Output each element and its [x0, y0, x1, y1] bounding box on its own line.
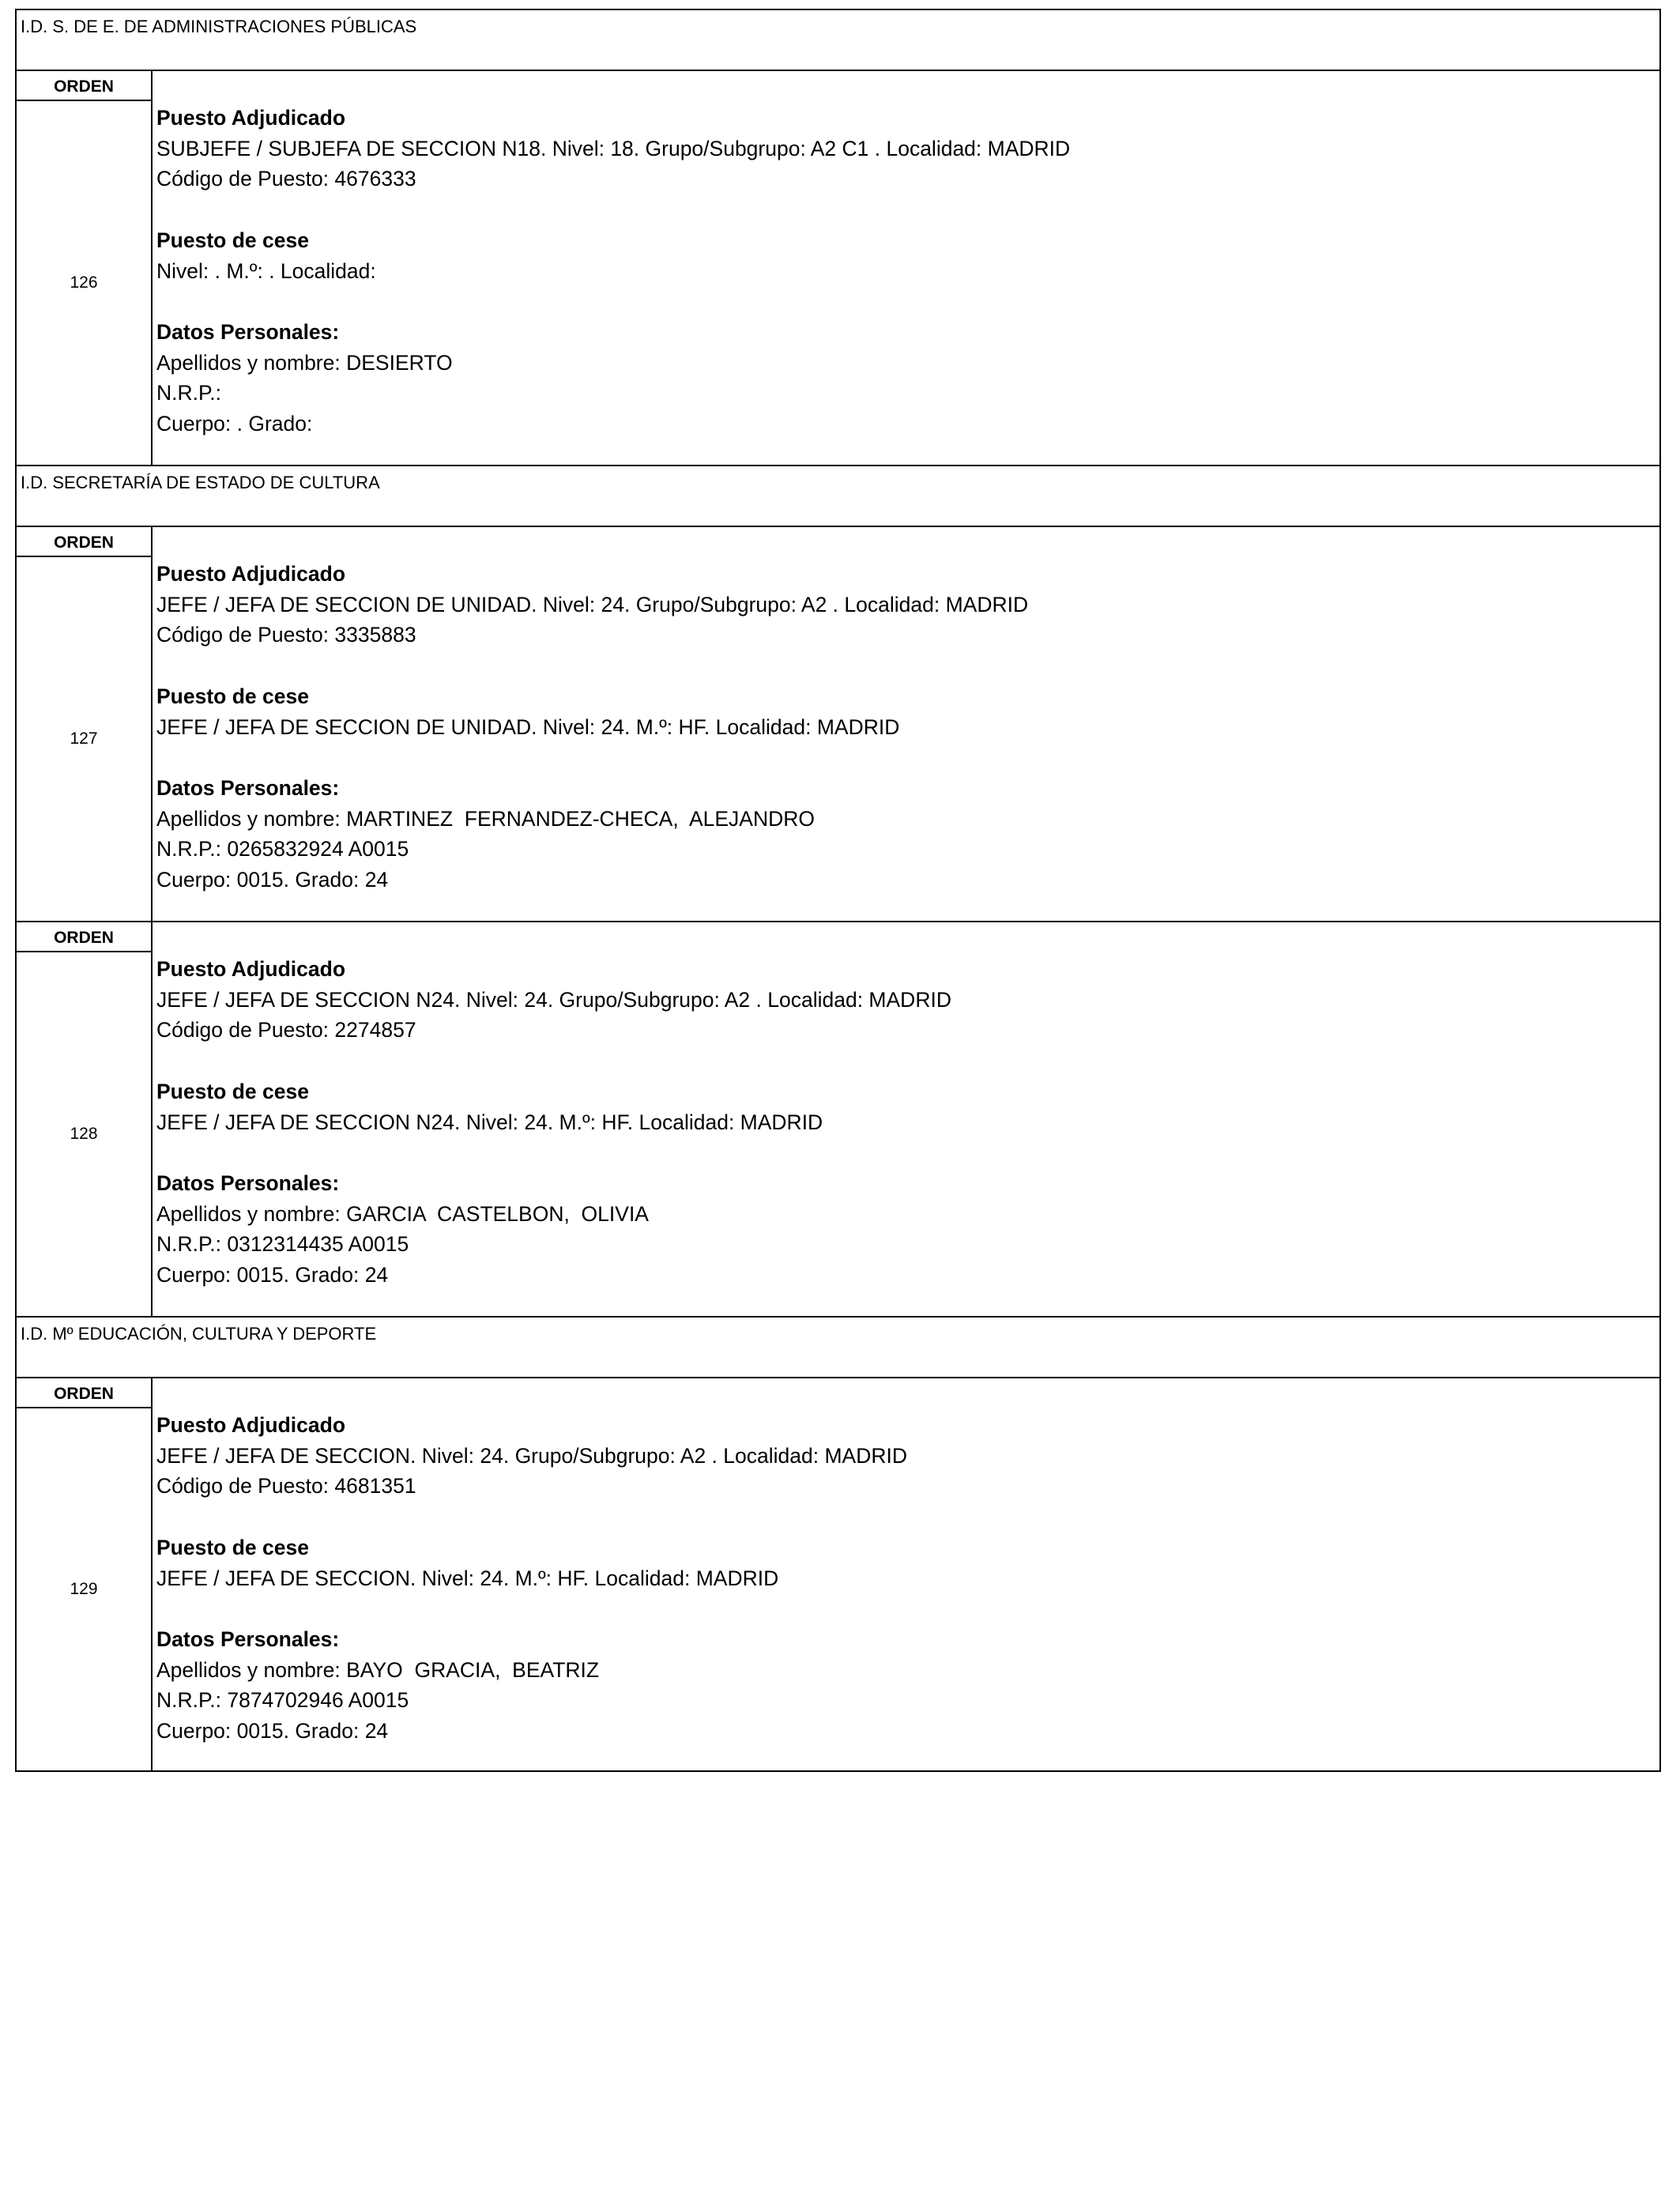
puesto-cese-line: JEFE / JEFA DE SECCION N24. Nivel: 24. M.º: HF. Localidad: MADRID — [156, 1110, 823, 1134]
orden-number: 127 — [70, 729, 98, 748]
entry-row — [15, 526, 1661, 921]
section-header — [15, 1316, 1661, 1377]
datos-personales-title: Datos Personales: — [156, 1171, 340, 1195]
cuerpo-grado: Cuerpo: 0015. Grado: 24 — [156, 868, 389, 892]
datos-personales-title: Datos Personales: — [156, 319, 340, 344]
entry-row — [15, 1377, 1661, 1772]
cuerpo-grado: Cuerpo: . Grado: — [156, 412, 313, 435]
entry-details — [153, 527, 1659, 921]
orden-cell — [17, 71, 153, 465]
puesto-cese-title: Puesto de cese — [156, 1535, 309, 1559]
codigo-puesto: Código de Puesto: 4681351 — [156, 1474, 416, 1498]
puesto-cese-title: Puesto de cese — [156, 1079, 309, 1103]
puesto-adjudicado-line: JEFE / JEFA DE SECCION. Nivel: 24. Grupo/Subgrupo: A2 . Localidad: MADRID — [156, 1443, 907, 1468]
nrp: N.R.P.: 0265832924 A0015 — [156, 837, 409, 861]
puesto-cese-title: Puesto de cese — [156, 684, 309, 708]
orden-cell — [17, 527, 153, 921]
apellidos-nombre: Apellidos y nombre: BAYO GRACIA, BEATRIZ — [156, 1657, 600, 1682]
entry-details — [153, 1378, 1659, 1770]
puesto-adjudicado-line: JEFE / JEFA DE SECCION DE UNIDAD. Nivel: 24. Grupo/Subgrupo: A2 . Localidad: MADRID — [156, 592, 1029, 616]
entry-details — [153, 71, 1659, 465]
section-title: I.D. SECRETARÍA DE ESTADO DE CULTURA — [21, 473, 380, 492]
entry-row — [15, 70, 1661, 465]
puesto-adjudicado-title: Puesto Adjudicado — [156, 562, 346, 586]
section-header — [15, 9, 1661, 70]
puesto-cese-line: JEFE / JEFA DE SECCION DE UNIDAD. Nivel: 24. M.º: HF. Localidad: MADRID — [156, 714, 900, 739]
orden-number: 129 — [70, 1580, 98, 1598]
cuerpo-grado: Cuerpo: 0015. Grado: 24 — [156, 1263, 389, 1287]
puesto-adjudicado-title: Puesto Adjudicado — [156, 1413, 346, 1437]
puesto-adjudicado-title: Puesto Adjudicado — [156, 106, 346, 130]
orden-number: 128 — [70, 1125, 98, 1143]
codigo-puesto: Código de Puesto: 2274857 — [156, 1018, 416, 1042]
nrp: N.R.P.: 7874702946 A0015 — [156, 1688, 409, 1713]
orden-label: ORDEN — [17, 527, 151, 557]
codigo-puesto: Código de Puesto: 4676333 — [156, 167, 416, 191]
section-title: I.D. Mº EDUCACIÓN, CULTURA Y DEPORTE — [21, 1324, 377, 1344]
puesto-cese-line: JEFE / JEFA DE SECCION. Nivel: 24. M.º: HF. Localidad: MADRID — [156, 1566, 779, 1590]
puesto-adjudicado-line: SUBJEFE / SUBJEFA DE SECCION N18. Nivel: 18. Grupo/Subgrupo: A2 C1 . Localidad: MADRID — [156, 136, 1071, 160]
orden-label: ORDEN — [17, 922, 151, 952]
cuerpo-grado: Cuerpo: 0015. Grado: 24 — [156, 1719, 389, 1743]
document-page — [15, 9, 1661, 1772]
entry-details — [153, 922, 1659, 1316]
orden-label: ORDEN — [17, 71, 151, 101]
apellidos-nombre: Apellidos y nombre: GARCIA CASTELBON, OLIVIA — [156, 1201, 649, 1226]
apellidos-nombre: Apellidos y nombre: MARTINEZ FERNANDEZ-CHECA, ALEJANDRO — [156, 806, 815, 831]
puesto-cese-line: Nivel: . M.º: . Localidad: — [156, 258, 376, 283]
puesto-adjudicado-line: JEFE / JEFA DE SECCION N24. Nivel: 24. Grupo/Subgrupo: A2 . Localidad: MADRID — [156, 987, 951, 1012]
section-title: I.D. S. DE E. DE ADMINISTRACIONES PÚBLICAS — [21, 17, 417, 36]
puesto-adjudicado-title: Puesto Adjudicado — [156, 957, 346, 981]
puesto-cese-title: Puesto de cese — [156, 228, 309, 252]
orden-number: 126 — [70, 273, 98, 292]
datos-personales-title: Datos Personales: — [156, 1627, 340, 1651]
orden-cell — [17, 1378, 153, 1770]
codigo-puesto: Código de Puesto: 3335883 — [156, 623, 416, 647]
orden-label: ORDEN — [17, 1378, 151, 1408]
section-header — [15, 465, 1661, 526]
datos-personales-title: Datos Personales: — [156, 775, 340, 800]
nrp: N.R.P.: — [156, 381, 221, 405]
entry-row — [15, 921, 1661, 1316]
orden-cell — [17, 922, 153, 1316]
nrp: N.R.P.: 0312314435 A0015 — [156, 1232, 409, 1257]
apellidos-nombre: Apellidos y nombre: DESIERTO — [156, 350, 453, 375]
